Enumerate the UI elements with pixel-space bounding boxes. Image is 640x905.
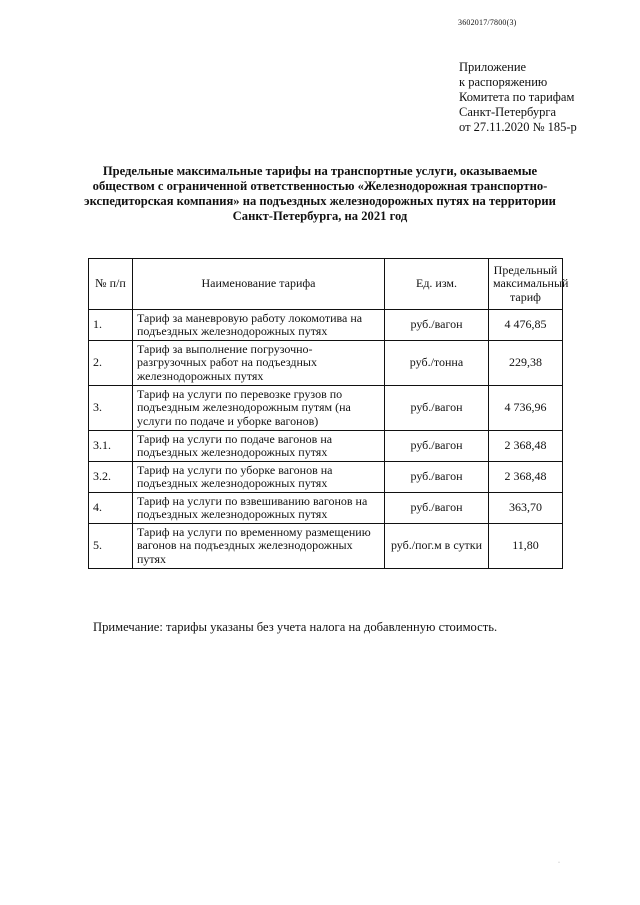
row-price: 2 368,48 [489,462,563,493]
title-line: Предельные максимальные тарифы на транспортные услуги, оказываемые [102,164,538,178]
row-name: Тариф на услуги по уборке вагонов на подъездных железнодорожных путях [133,462,385,493]
row-unit: руб./пог.м в сутки [385,524,489,569]
table-row [89,341,563,386]
appendix-line: Санкт-Петербурга [459,105,557,119]
row-price: 2 368,48 [489,431,563,462]
row-num: 3.1. [89,431,133,462]
row-name: Тариф на услуги по временному размещению вагонов на подъездных железнодорожных путях [133,524,385,569]
row-name: Тариф за выполнение погрузочно-разгрузочных работ на подъездных железнодорожных путях [133,341,385,386]
row-price: 229,38 [489,341,563,386]
row-num: 1. [89,310,133,341]
title-line: обществом с ограниченной ответственностью «Железнодорожная транспортно- [92,179,548,193]
table-row [89,462,563,493]
row-price: 11,80 [489,524,563,569]
row-unit: руб./вагон [385,310,489,341]
row-num: 3.2. [89,462,133,493]
table-row [89,431,563,462]
appendix-block [459,60,577,135]
header-unit: Ед. изм. [385,259,489,310]
row-price: 4 736,96 [489,386,563,431]
table-header-row [89,259,563,310]
row-name: Тариф на услуги по подаче вагонов на подъездных железнодорожных путях [133,431,385,462]
row-num: 3. [89,386,133,431]
title-line: экспедиторская компания» на подъездных железнодорожных путях на территории [84,194,556,208]
appendix-line: Комитета по тарифам [459,90,575,104]
table-row [89,493,563,524]
row-unit: руб./вагон [385,462,489,493]
document-title [80,164,560,224]
row-num: 4. [89,493,133,524]
row-unit: руб./тонна [385,341,489,386]
table-row [89,524,563,569]
header-name: Наименование тарифа [133,259,385,310]
table-row [89,386,563,431]
header-price: Предельный максимальный тариф [489,259,563,310]
row-unit: руб./вагон [385,386,489,431]
row-price: 4 476,85 [489,310,563,341]
header-num: № п/п [89,259,133,310]
table-row [89,310,563,341]
title-line: Санкт-Петербурга, на 2021 год [232,209,408,223]
row-price: 363,70 [489,493,563,524]
appendix-line: к распоряжению [459,75,548,89]
document-id: 3602017/7800(3) [458,18,517,27]
row-name: Тариф на услуги по перевозке грузов по подъездным железнодорожным путям (на услуги по подаче и уборке вагонов) [133,386,385,431]
tariff-table [88,258,569,569]
scan-mark: · [558,860,560,866]
row-num: 5. [89,524,133,569]
row-name: Тариф за маневровую работу локомотива на подъездных железнодорожных путях [133,310,385,341]
row-unit: руб./вагон [385,431,489,462]
row-name: Тариф на услуги по взвешиванию вагонов на подъездных железнодорожных путях [133,493,385,524]
row-unit: руб./вагон [385,493,489,524]
appendix-line: от 27.11.2020 № 185-р [459,120,577,134]
row-num: 2. [89,341,133,386]
footnote: Примечание: тарифы указаны без учета налога на добавленную стоимость. [93,620,498,634]
appendix-line: Приложение [459,60,527,74]
